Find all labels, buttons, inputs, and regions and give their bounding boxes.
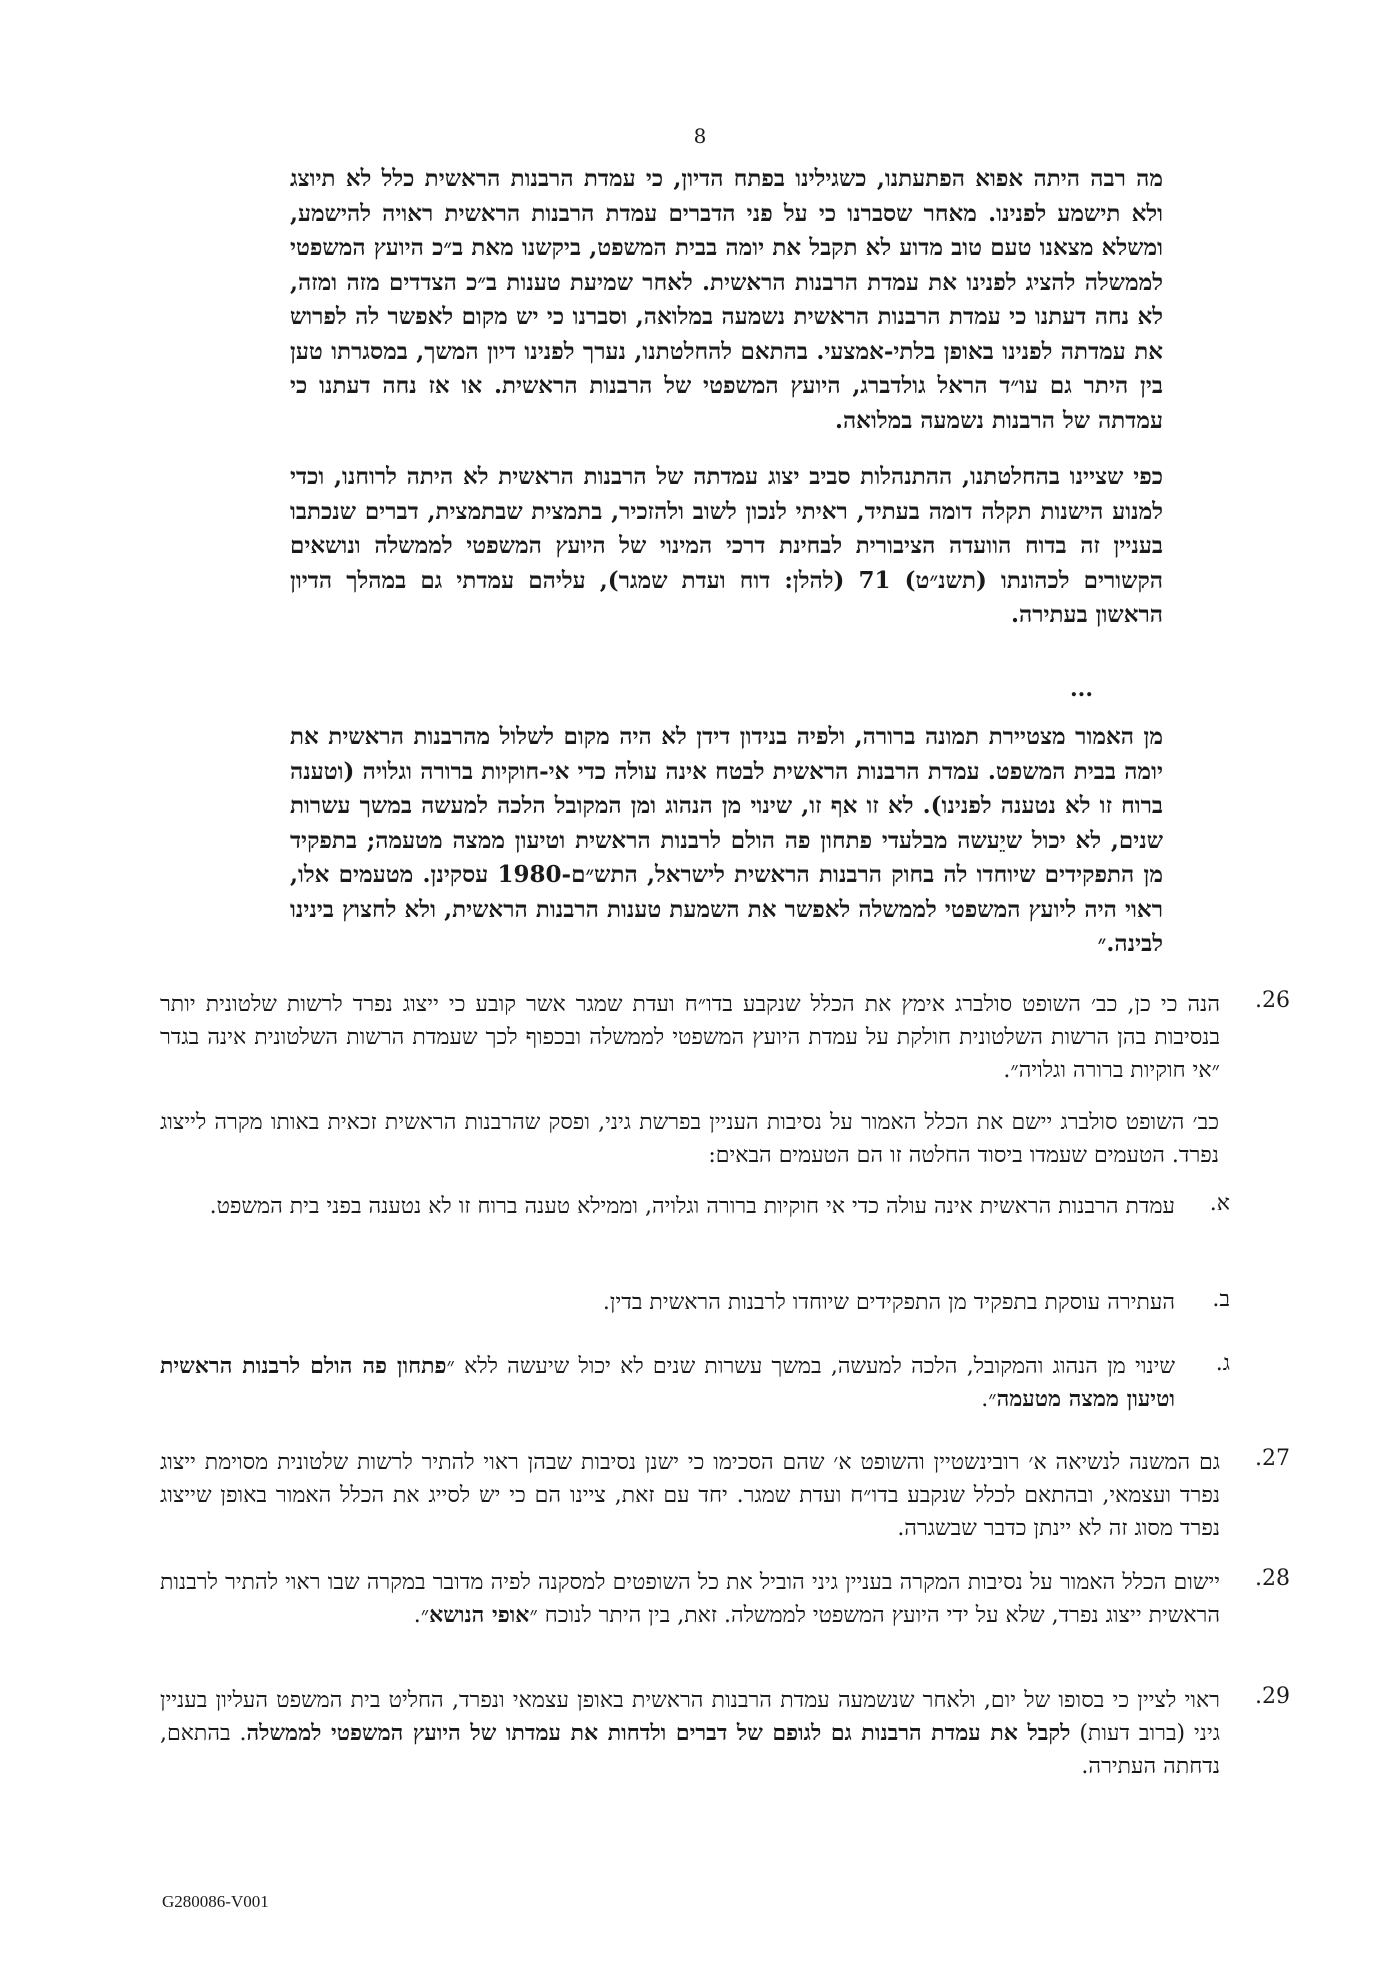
subitem-letter: ב. bbox=[1212, 1287, 1230, 1312]
paragraph-text bbox=[160, 1566, 1220, 1632]
paragraph-text: גם המשנה לנשיאה א׳ רובינשטיין והשופט א׳ שהם הסכימו כי ישנן נסיבות שבהן ראוי להתיר לרשות שלטונית מסוימת ייצוג נפרד ועצמאי, ובהתאם לכלל שנקבע בדו״ח ועדת שמגר. יחד עם זאת, ציינו הם כי יש לסייג את הכלל האמור באופן שייצוג נפרד מסוג זה לא יינתן כדבר שבשגרה. bbox=[160, 1450, 1220, 1541]
subitem-text bbox=[160, 1350, 1175, 1416]
paragraph-29 bbox=[160, 1684, 1290, 1783]
paragraph-text-end: ״. bbox=[413, 1603, 430, 1628]
paragraph-text bbox=[160, 1684, 1220, 1783]
subitem-a bbox=[160, 1190, 1230, 1223]
document-code: G280086-V001 bbox=[162, 1892, 269, 1911]
paragraph-text-bold: לקבל את עמדת הרבנות גם לגופם של דברים ולדחות את עמדתו של היועץ המשפטי לממשלה bbox=[246, 1720, 1071, 1746]
paragraph-text-end: . בהתאם, נדחתה העתירה. bbox=[160, 1721, 1220, 1779]
quote-paragraph-3: מן האמור מצטיירת תמונה ברורה, ולפיה בנידון דידן לא היה מקום לשלול מהרבנות הראשית את יומה בבית המשפט. עמדת הרבנות הראשית לבטח אינה עולה כדי אי-חוקיות ברורה וגלויה (וטענה ברוח זו לא נטענה לפנינו). לא זו אף זו, שינוי מן הנהוג ומן המקובל הלכה למעשה במשך עשרות שנים, לא יכול שיֵעשה מבלעדי פתחון פה הולם לרבנות הראשית וטיעון ממצה מטעמה; בתפקיד מן התפקידים שיוחדו לה בחוק הרבנות הראשית לישראל, התש״ם-1980 עסקינן. מטעמים אלו, ראוי היה ליועץ המשפטי לממשלה לאפשר את השמעת טענות הרבנות הראשית, ולא לחצוץ בינינו לבינה.״ bbox=[290, 723, 1163, 957]
subitem-letter: א. bbox=[1209, 1191, 1230, 1216]
paragraph-number: .28 bbox=[1255, 1566, 1290, 1591]
paragraph-28 bbox=[160, 1566, 1290, 1632]
subitem-b bbox=[160, 1286, 1230, 1319]
paragraph-text-plain: יישום הכלל האמור על נסיבות המקרה בעניין גיני הוביל את כל השופטים למסקנה לפיה מדובר במקרה שבו ראוי להתיר לרבנות הראשית ייצוג נפרד, שלא על ידי היועץ המשפטי לממשלה. זאת, בין היתר לנוכח ״ bbox=[160, 1570, 1220, 1628]
paragraph-number: .29 bbox=[1255, 1684, 1290, 1709]
subitem-text-end: ״. bbox=[981, 1387, 997, 1412]
subitem-text-plain: שינוי מן הנהוג והמקובל, הלכה למעשה, במשך עשרות שנים לא יכול שיעשה ללא ״ bbox=[446, 1354, 1175, 1379]
quote-paragraph-1: מה רבה היתה אפוא הפתעתנו, כשגילינו בפתח הדיון, כי עמדת הרבנות הראשית כלל לא תיוצג ולא תישמע לפנינו. מאחר שסברנו כי על פני הדברים עמדת הרבנות הראשית ראויה להישמע, ומשלא מצאנו טעם טוב מדוע לא תקבל את יומה בבית המשפט, ביקשנו מאת ב״כ היועץ המשפטי לממשלה להציג לפנינו את עמדת הרבנות הראשית. לאחר שמיעת טענות ב״כ הצדדים מזה ומזה, לא נחה דעתנו כי עמדת הרבנות הראשית נשמעה במלואה, וסברנו כי יש מקום לאפשר לה לפרוש את עמדתה לפנינו באופן בלתי-אמצעי. בהתאם להחלטתנו, נערך לפנינו דיון המשך, במסגרתו טען בין היתר גם עו״ד הראל גולדברג, היועץ המשפטי של הרבנות הראשית. או אז נחה דעתנו כי עמדתה של הרבנות נשמעה במלואה. bbox=[290, 165, 1163, 434]
paragraph-number: .26 bbox=[1255, 988, 1290, 1013]
subitem-text-bold: פתחון פה הולם לרבנות הראשית וטיעון ממצה מטעמה bbox=[160, 1353, 1175, 1412]
quote-ellipsis: ... bbox=[1070, 676, 1093, 702]
paragraph-27 bbox=[160, 1446, 1290, 1545]
subitem-text: עמדת הרבנות הראשית אינה עולה כדי אי חוקיות ברורה וגלויה, וממילא טענה ברוח זו לא נטענה בפני בית המשפט. bbox=[209, 1194, 1175, 1219]
paragraph-26 bbox=[160, 988, 1290, 1087]
page-number: 8 bbox=[693, 124, 707, 148]
paragraph-text: הנה כי כן, כב׳ השופט סולברג אימץ את הכלל שנקבע בדו״ח ועדת שמגר אשר קובע כי ייצוג נפרד לרשות שלטונית יותר בנסיבות בהן הרשות השלטונית חולקת על עמדת היועץ המשפטי לממשלה ובכפוף לכך שעמדת הרשות השלטונית אינה בגדר ״אי חוקיות ברורה וגלויה״. bbox=[160, 992, 1220, 1083]
quote-paragraph-2: כפי שציינו בהחלטתנו, ההתנהלות סביב יצוג עמדתה של הרבנות הראשית לא היתה לרוחנו, וכדי למנוע הישנות תקלה דומה בעתיד, ראיתי לנכון לשוב ולהזכיר, בתמצית שבתמצית, דברים שנכתבו בעניין זה בדוח הוועדה הציבורית לבחינת דרכי המינוי של היועץ המשפטי לממשלה ונושאים הקשורים לכהונתו (תשנ״ט) 71 (להלן: דוח ועדת שמגר), עליהם עמדתי גם במהלך הדיון הראשון בעתירה. bbox=[290, 463, 1163, 628]
paragraph-26-continuation: כב׳ השופט סולברג יישם את הכלל האמור על נסיבות העניין בפרשת גיני, ופסק שהרבנות הראשית זכאית באותו מקרה לייצוג נפרד. הטעמים שעמדו ביסוד החלטה זו הם הטעמים הבאים: bbox=[160, 1110, 1219, 1168]
paragraph-number: .27 bbox=[1255, 1446, 1290, 1471]
paragraph-text-bold: אופי הנושא bbox=[429, 1602, 530, 1628]
subitem-text: העתירה עוסקת בתפקיד מן התפקידים שיוחדו לרבנות הראשית בדין. bbox=[602, 1290, 1175, 1315]
paragraph-text-plain: ראוי לציין כי בסופו של יום, ולאחר שנשמעה עמדת הרבנות הראשית באופן עצמאי ונפרד, החליט בית המשפט העליון בעניין גיני (ברוב דעות) bbox=[160, 1688, 1220, 1746]
subitem-letter: ג. bbox=[1215, 1351, 1230, 1376]
subitem-c bbox=[160, 1350, 1230, 1416]
